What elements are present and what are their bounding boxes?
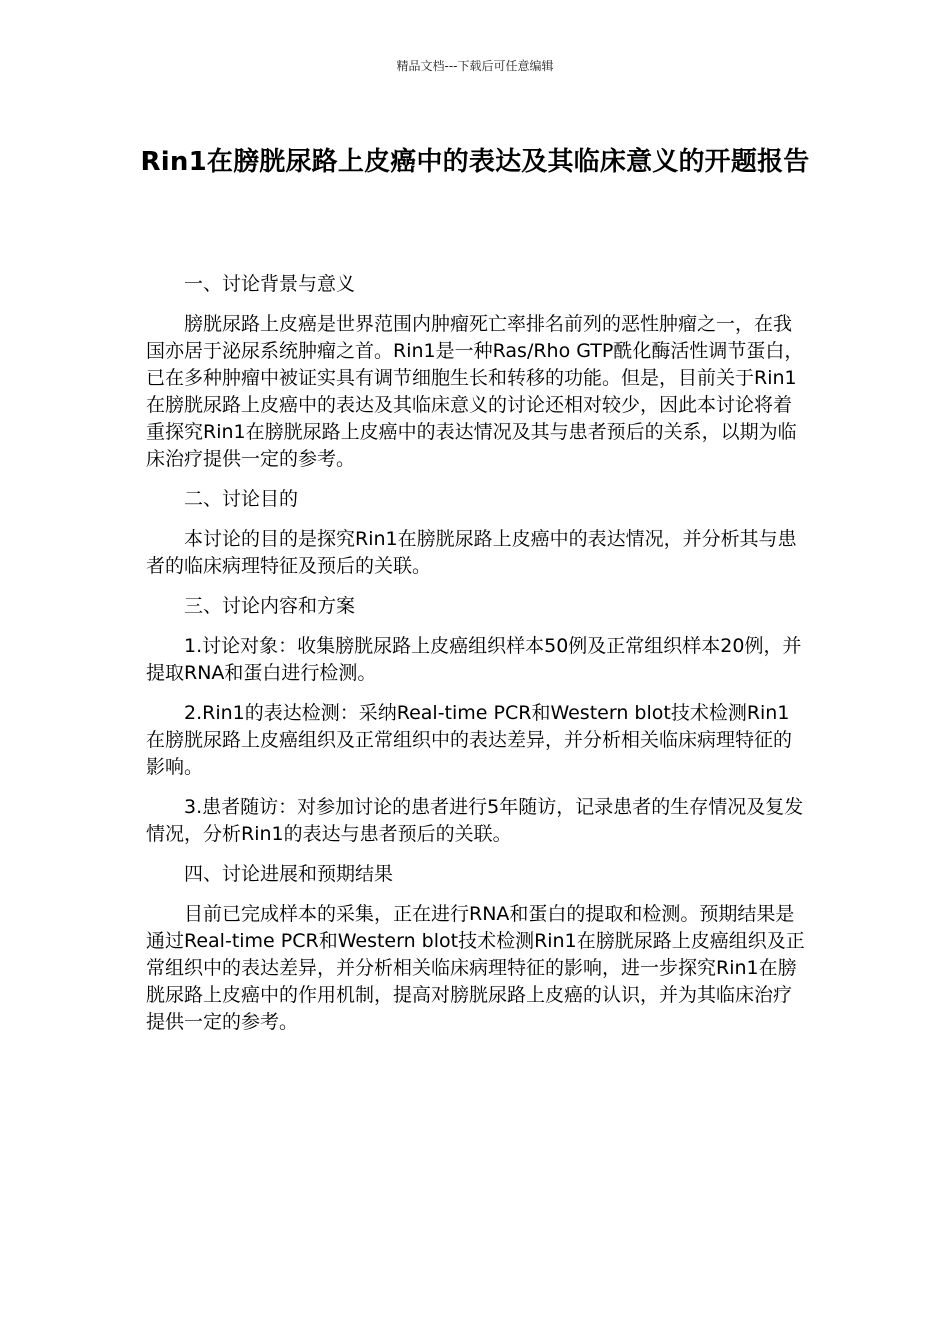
paragraph-subjects: 1.讨论对象：收集膀胱尿路上皮癌组织样本50例及正常组织样本20例，并提取RNA和蛋白进行检测。 [146,635,802,684]
section-heading-background: 一、讨论背景与意义 [184,273,356,295]
document-body [146,271,808,1049]
section-heading-purpose: 二、讨论目的 [184,488,299,510]
paragraph-follow-up: 3.患者随访：对参加讨论的患者进行5年随访，记录患者的生存情况及复发情况，分析Rin1的表达与患者预后的关联。 [146,796,804,845]
section-heading-content-plan: 三、讨论内容和方案 [184,595,356,617]
paragraph-progress: 目前已完成样本的采集，正在进行RNA和蛋白的提取和检测。预期结果是通过Real-time PCR和Western blot技术检测Rin1在膀胱尿路上皮癌组织及正常组织中的表达差异，并分析相关临床病理特征的影响，进一步探究Rin1在膀胱尿路上皮癌中的作用机制，提高对膀胱尿路上皮癌的认识，并为其临床治疗提供一定的参考。 [146,903,805,1033]
section-heading-progress: 四、讨论进展和预期结果 [184,863,394,885]
paragraph-expression-detection: 2.Rin1的表达检测：采纳Real-time PCR和Western blot技术检测Rin1在膀胱尿路上皮癌组织及正常组织中的表达差异，并分析相关临床病理特征的影响。 [146,702,793,778]
paragraph-background: 膀胱尿路上皮癌是世界范围内肿瘤死亡率排名前列的恶性肿瘤之一，在我国亦居于泌尿系统肿瘤之首。Rin1是一种Ras/Rho GTP酰化酶活性调节蛋白，已在多种肿瘤中被证实具有调节细胞生长和转移的功能。但是，目前关于Rin1在膀胱尿路上皮癌中的表达及其临床意义的讨论还相对较少，因此本讨论将着重探究Rin1在膀胱尿路上皮癌中的表达情况及其与患者预后的关系，以期为临床治疗提供一定的参考。 [146,313,804,470]
header-note: 精品文档---下载后可任意编辑 [396,59,554,73]
document-title: Rin1在膀胱尿路上皮癌中的表达及其临床意义的开题报告 [140,147,810,177]
paragraph-purpose: 本讨论的目的是探究Rin1在膀胱尿路上皮癌中的表达情况，并分析其与患者的临床病理特征及预后的关联。 [146,528,797,577]
